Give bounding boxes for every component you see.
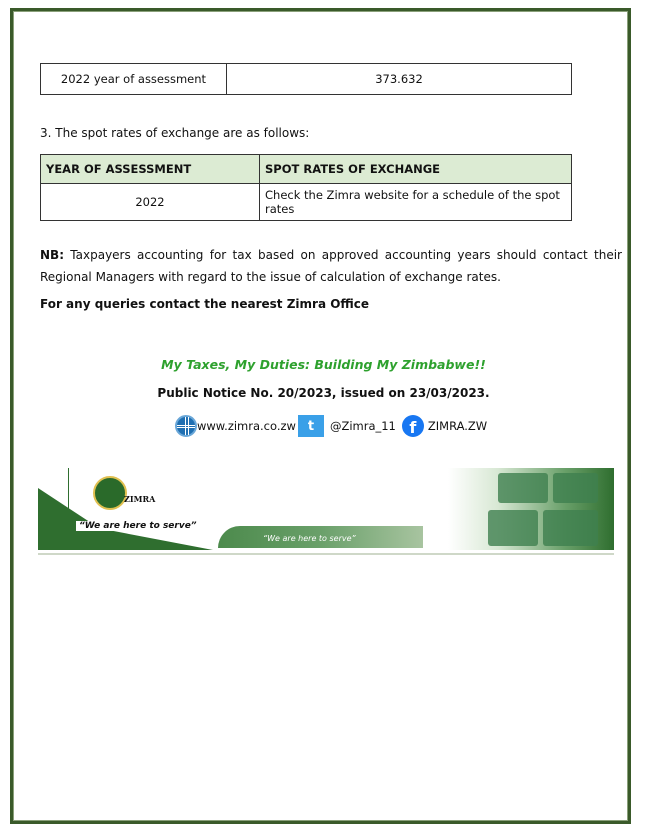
banner-tagline-left: “We are here to serve”	[76, 521, 200, 531]
banner-photo-collage	[448, 468, 614, 550]
social-links	[175, 415, 487, 437]
photo-tile	[543, 510, 598, 546]
twitter-icon[interactable]: t	[298, 415, 324, 437]
assessment-rate-table	[40, 63, 572, 95]
table-cell: 2022	[41, 184, 260, 221]
logo-text: ZIMRA	[124, 494, 156, 504]
nb-label: NB:	[40, 248, 64, 262]
table-header-cell: YEAR OF ASSESSMENT	[41, 155, 260, 184]
photo-tile	[553, 473, 598, 503]
zimra-banner	[38, 468, 614, 555]
queries-line: For any queries contact the nearest Zimra Office	[40, 297, 370, 311]
nb-paragraph	[40, 244, 622, 288]
public-notice: Public Notice No. 20/2023, issued on 23/03/2023.	[157, 386, 490, 400]
table-header-cell: SPOT RATES OF EXCHANGE	[260, 155, 572, 184]
website-link[interactable]: www.zimra.co.zw	[197, 419, 296, 433]
photo-tile	[488, 510, 538, 546]
photo-tile	[498, 473, 548, 503]
spot-rates-table	[40, 154, 572, 221]
facebook-icon[interactable]: f	[402, 415, 424, 437]
facebook-handle[interactable]: ZIMRA.ZW	[427, 419, 488, 433]
table-cell: 2022 year of assessment	[41, 64, 227, 95]
twitter-handle[interactable]: @Zimra_11	[329, 419, 396, 433]
slogan: My Taxes, My Duties: Building My Zimbabwe!!	[161, 357, 486, 372]
paragraph-3: 3. The spot rates of exchange are as follows:	[40, 126, 310, 140]
table-cell: 373.632	[227, 64, 572, 95]
table-row	[41, 184, 572, 221]
table-header-row	[41, 155, 572, 184]
table-cell: Check the Zimra website for a schedule of the spot rates	[260, 184, 572, 221]
globe-icon	[175, 415, 197, 437]
zimra-logo-icon	[93, 476, 127, 510]
banner-tagline-mid: “We are here to serve”	[263, 534, 356, 543]
table-row	[41, 64, 572, 95]
nb-text: Taxpayers accounting for tax based on approved accounting years should contact their Regional Managers with regard to the issue of calculation of exchange rates.	[40, 248, 622, 284]
